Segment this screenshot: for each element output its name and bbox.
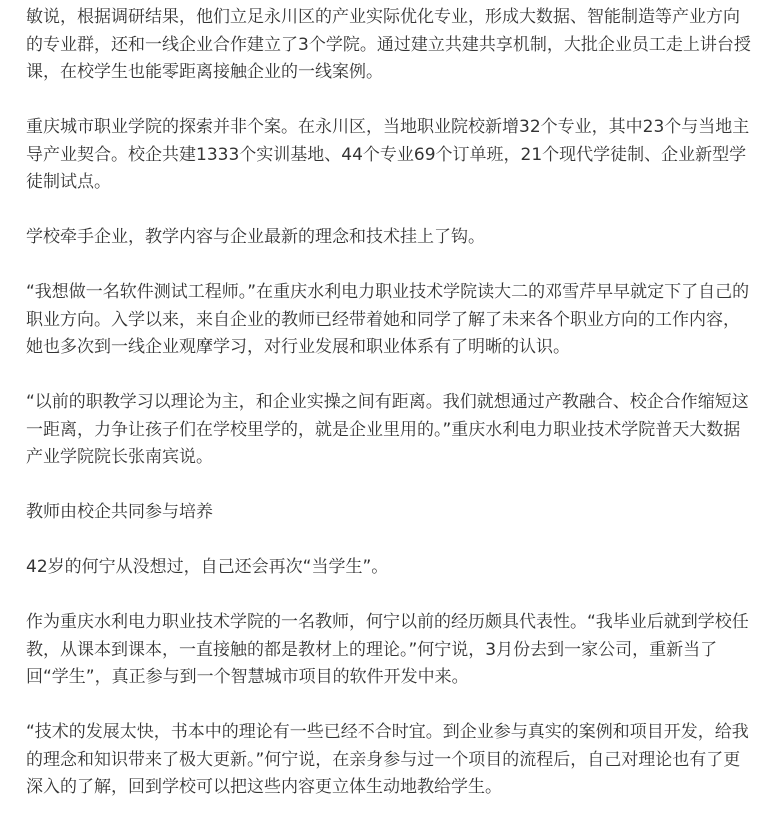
paragraph-6: 42岁的何宁从没想过，自己还会再次“当学生”。 [26, 557, 389, 577]
paragraph-1: 敏说，根据调研结果，他们立足永川区的产业实际优化专业，形成大数据、智能制造等产业方向的专业群，还和一线企业合作建立了3个学院。通过建立共建共享机制，大批企业员工走上讲台授课，在校学生也能零距离接触企业的一线案例。 [26, 7, 751, 82]
paragraph-8: “技术的发展太快，书本中的理论有一些已经不合时宜。到企业参与真实的案例和项目开发，给我的理念和知识带来了极大更新。”何宁说，在亲身参与过一个项目的流程后，自己对理论也有了更深入的了解，回到学校可以把这些内容更立体生动地教给学生。 [26, 722, 749, 797]
paragraph-7: 作为重庆水利电力职业技术学院的一名教师，何宁以前的经历颇具代表性。“我毕业后就到学校任教，从课本到课本，一直接触的都是教材上的理论。”何宁说，3月份去到一家公司，重新当了回“学生”，真正参与到一个智慧城市项目的软件开发中来。 [26, 612, 749, 687]
paragraph-5: “以前的职教学习以理论为主，和企业实操之间有距离。我们就想通过产教融合、校企合作缩短这一距离，力争让孩子们在学校里学的，就是企业里用的。”重庆水利电力职业技术学院普天大数据产业学院院长张南宾说。 [26, 392, 749, 467]
paragraph-2: 重庆城市职业学院的探索并非个案。在永川区，当地职业院校新增32个专业，其中23个与当地主导产业契合。校企共建1333个实训基地、44个专业69个订单班，21个现代学徒制、企业新型学徒制试点。 [26, 117, 750, 192]
article-body [26, 0, 756, 802]
section-heading: 教师由校企共同参与培养 [26, 502, 213, 522]
paragraph-4: “我想做一名软件测试工程师。”在重庆水利电力职业技术学院读大二的邓雪芹早早就定下了自己的职业方向。入学以来，来自企业的教师已经带着她和同学了解了未来各个职业方向的工作内容，她也多次到一线企业观摩学习，对行业发展和职业体系有了明晰的认识。 [26, 282, 750, 357]
paragraph-3: 学校牵手企业，教学内容与企业最新的理念和技术挂上了钩。 [26, 227, 485, 247]
